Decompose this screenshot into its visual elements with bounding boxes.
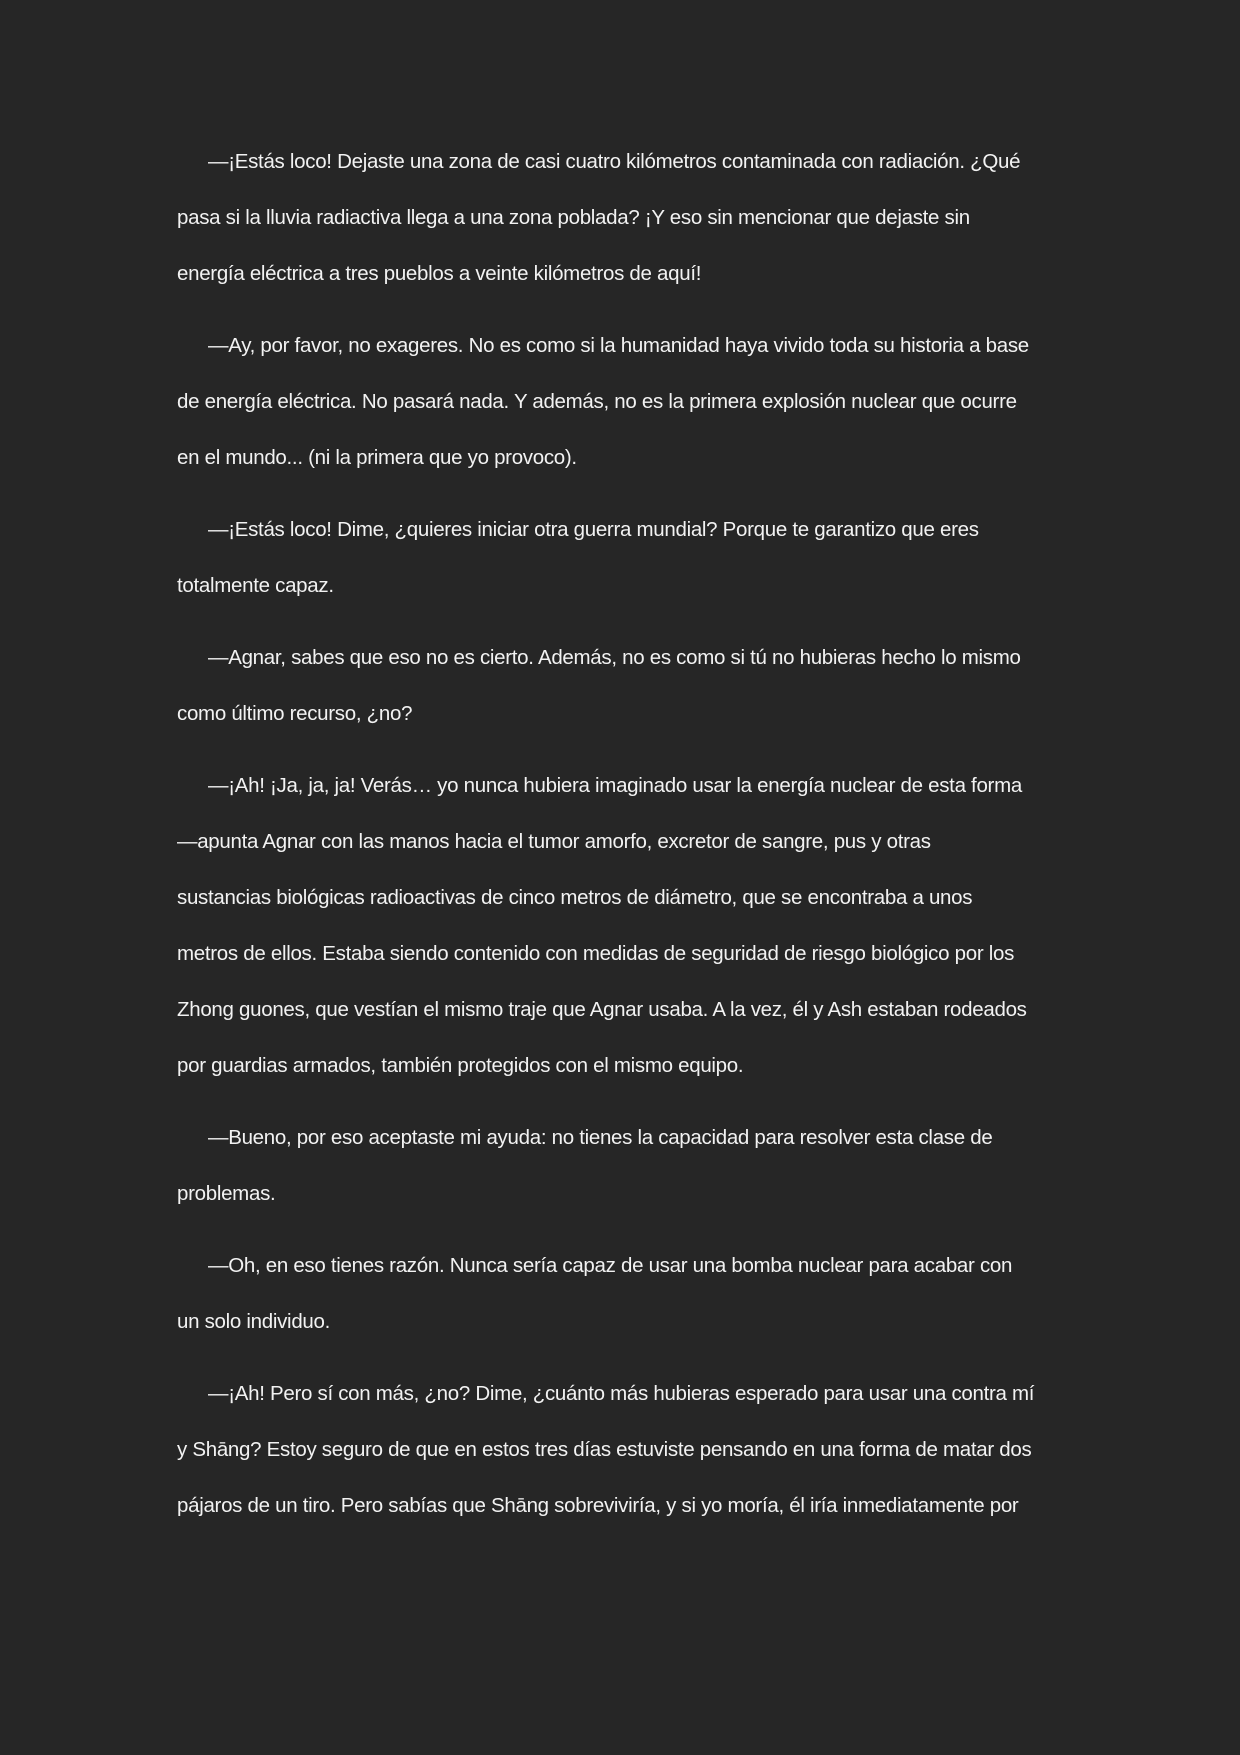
text-line: y Shāng? Estoy seguro de que en estos tres días estuviste pensando en una forma de matar dos [177, 1438, 1032, 1461]
text-line: sustancias biológicas radioactivas de cinco metros de diámetro, que se encontraba a unos [177, 886, 973, 909]
text-line: pájaros de un tiro. Pero sabías que Shāng sobreviviría, y si yo moría, él iría inmediatamente por [177, 1494, 1019, 1517]
text-line: de energía eléctrica. No pasará nada. Y además, no es la primera explosión nuclear que ocurre [177, 390, 1017, 413]
text-line: —¡Ah! ¡Ja, ja, ja! Verás… yo nunca hubiera imaginado usar la energía nuclear de esta forma [208, 774, 1022, 797]
text-line: como último recurso, ¿no? [177, 702, 413, 725]
text-line: —¡Estás loco! Dime, ¿quieres iniciar otra guerra mundial? Porque te garantizo que eres [208, 518, 979, 541]
paragraph-8 [177, 1366, 1061, 1534]
paragraph-2 [177, 318, 1061, 486]
text-line: —¡Ah! Pero sí con más, ¿no? Dime, ¿cuánto más hubieras esperado para usar una contra mí [208, 1382, 1035, 1405]
text-line: totalmente capaz. [177, 574, 334, 597]
paragraph-5 [177, 758, 1061, 1094]
text-line: —Ay, por favor, no exageres. No es como si la humanidad haya vivido toda su historia a base [208, 334, 1029, 357]
text-line: —apunta Agnar con las manos hacia el tumor amorfo, excretor de sangre, pus y otras [177, 830, 931, 853]
text-line: pasa si la lluvia radiactiva llega a una zona poblada? ¡Y eso sin mencionar que dejaste sin [177, 206, 970, 229]
text-line: en el mundo... (ni la primera que yo provoco). [177, 446, 577, 469]
text-line: Zhong guones, que vestían el mismo traje que Agnar usaba. A la vez, él y Ash estaban rodeados [177, 998, 1027, 1021]
text-line: energía eléctrica a tres pueblos a veinte kilómetros de aquí! [177, 262, 702, 285]
paragraph-1 [177, 134, 1061, 302]
text-line: problemas. [177, 1182, 276, 1205]
text-line: un solo individuo. [177, 1310, 331, 1333]
document-body [177, 134, 1061, 1534]
text-line: —Agnar, sabes que eso no es cierto. Además, no es como si tú no hubieras hecho lo mismo [208, 646, 1021, 669]
paragraph-4 [177, 630, 1061, 742]
text-line: —Bueno, por eso aceptaste mi ayuda: no tienes la capacidad para resolver esta clase de [208, 1126, 993, 1149]
text-line: —¡Estás loco! Dejaste una zona de casi cuatro kilómetros contaminada con radiación. ¿Qué [208, 150, 1021, 173]
text-line: por guardias armados, también protegidos con el mismo equipo. [177, 1054, 744, 1077]
paragraph-3 [177, 502, 1061, 614]
text-line: —Oh, en eso tienes razón. Nunca sería capaz de usar una bomba nuclear para acabar con [208, 1254, 1013, 1277]
text-line: metros de ellos. Estaba siendo contenido con medidas de seguridad de riesgo biológico por los [177, 942, 1015, 965]
paragraph-6 [177, 1110, 1061, 1222]
paragraph-7 [177, 1238, 1061, 1350]
